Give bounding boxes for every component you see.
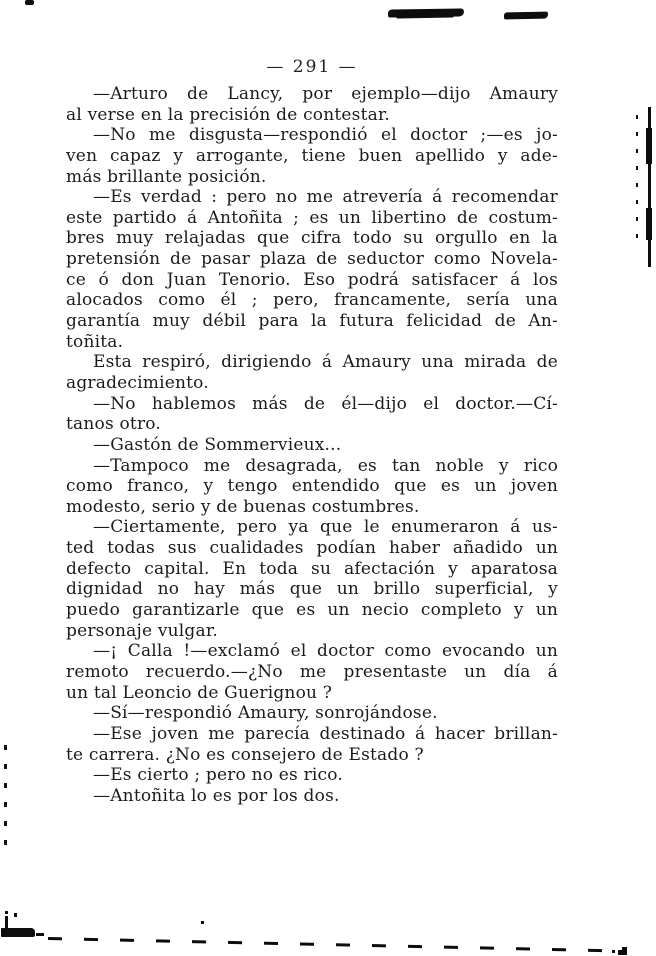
- text-line: ce ó don Juan Tenorio. Eso podrá satisfacer á los: [66, 269, 558, 290]
- page-number: — 291 —: [266, 57, 358, 77]
- text-block: [66, 84, 558, 806]
- text-line: —Es cierto ; pero no es rico.: [93, 765, 343, 786]
- text-line: al verse en la precisión de contestar.: [66, 104, 391, 125]
- text-line: modesto, serio y de buenas costumbres.: [66, 496, 420, 517]
- text-line: —¡ Calla !—exclamó el doctor como evocando un: [93, 641, 558, 662]
- scan-artifact-edge-blot-2: [646, 208, 652, 240]
- scan-artifact-speck-bottom: [201, 921, 204, 924]
- text-line: garantía muy débil para la futura felicidad de An-: [66, 311, 558, 332]
- text-line: este partido á Antoñita ; es un libertino de costum-: [66, 207, 558, 228]
- text-line: —Gastón de Sommervieux...: [93, 434, 342, 455]
- text-line: dignidad no hay más que un brillo superficial, y: [66, 579, 558, 600]
- text-line: puedo garantizarle que es un necio completo y un: [66, 600, 558, 621]
- text-line: como franco, y tengo entendido que es un joven: [66, 476, 558, 497]
- scan-artifact-mark-bottom-right-notch: [618, 947, 622, 950]
- text-line: pretensión de pasar plaza de seductor como Novela-: [66, 249, 558, 270]
- scan-artifact-smudge-top-right-2: [504, 12, 548, 20]
- scan-artifact-edge-blot-1: [646, 128, 652, 164]
- text-line: alocados como él ; pero, francamente, sería una: [66, 290, 558, 311]
- scan-artifact-dashed-rule-bottom: [48, 937, 608, 952]
- text-line: —Ciertamente, pero ya que le enumeraron á us-: [93, 517, 558, 538]
- text-line: —Sí—respondió Amaury, sonrojándose.: [93, 703, 438, 724]
- scan-artifact-dot-bottom-right: [612, 950, 615, 953]
- scan-artifact-dotted-line-right: [636, 115, 638, 251]
- text-line: tanos otro.: [66, 414, 162, 435]
- text-line: toñita.: [66, 331, 124, 352]
- text-line: personaje vulgar.: [66, 620, 218, 641]
- scan-artifact-blob-bottom-left-tail: [36, 933, 44, 936]
- text-line: un tal Leoncio de Guerignou ?: [66, 682, 333, 703]
- text-line: —No me disgusta—respondió el doctor ;—es jo-: [93, 125, 558, 146]
- scan-artifact-blob-bottom-left-dot: [5, 911, 8, 914]
- text-line: —Ese joven me parecía destinado á hacer brillan-: [93, 723, 558, 744]
- text-line: remoto recuerdo.—¿No me presentaste un día á: [66, 661, 558, 682]
- text-line: ted todas sus cualidades podían haber añadido un: [66, 538, 558, 559]
- text-line: te carrera. ¿No es consejero de Estado ?: [66, 744, 424, 765]
- text-line: —Es verdad : pero no me atrevería á recomendar: [93, 187, 558, 208]
- scan-artifact-smudge-top-right-1b: [396, 13, 454, 18]
- text-line: —Antoñita lo es por los dos.: [93, 785, 340, 806]
- text-line: ven capaz y arrogante, tiene buen apellido y ade-: [66, 145, 558, 166]
- text-line: Esta respiró, dirigiendo á Amaury una mirada de: [93, 352, 558, 373]
- scan-artifact-dotted-line-left: [4, 745, 7, 849]
- text-line: —Arturo de Lancy, por ejemplo—dijo Amaury: [93, 84, 558, 104]
- scan-artifact-blob-bottom-left-bar: [1, 928, 35, 937]
- text-line: defecto capital. En toda su afectación y aparatosa: [66, 558, 558, 579]
- scan-artifact-speck-top-left: [25, 0, 34, 5]
- text-line: —Tampoco me desagrada, es tan noble y rico: [93, 455, 558, 476]
- text-line: más brillante posición.: [66, 166, 267, 187]
- text-line: bres muy relajadas que cifra todo su orgullo en la: [66, 228, 558, 249]
- text-line: agradecimiento.: [66, 372, 209, 393]
- text-line: —No hablemos más de él—dijo el doctor.—Cí-: [93, 393, 558, 414]
- scan-artifact-blob-bottom-left-dot2: [14, 913, 17, 917]
